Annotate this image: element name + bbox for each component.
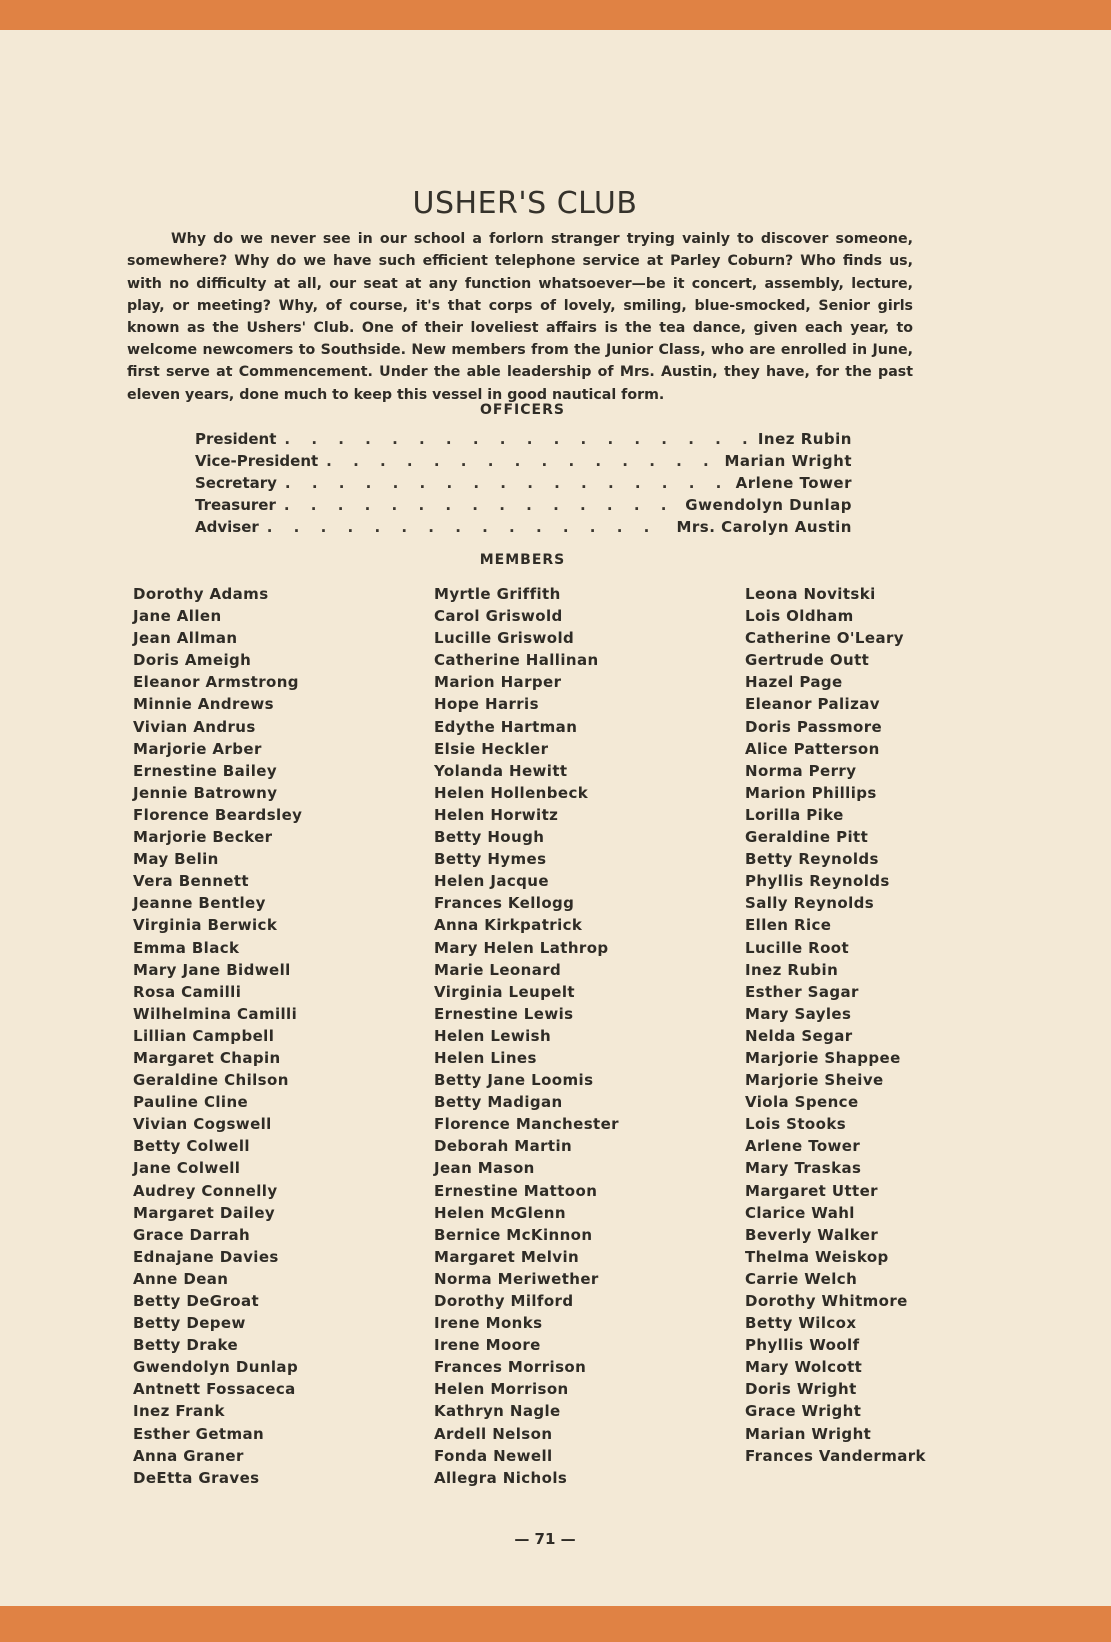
- member-name: Grace Darrah: [133, 1225, 251, 1244]
- member-name: Lorilla Pike: [745, 805, 844, 824]
- member-name: Ernestine Lewis: [434, 1004, 574, 1023]
- member-name: Thelma Weiskop: [745, 1247, 889, 1266]
- member-name: Esther Getman: [133, 1424, 265, 1443]
- member-name: Margaret Chapin: [133, 1048, 281, 1067]
- member-name: Helen Jacque: [434, 872, 549, 891]
- member-name: Helen Hollenbeck: [434, 783, 589, 802]
- intro-paragraph: Why do we never see in our school a forlorn stranger trying vainly to discover someone, somewhere? Why do we have such efficient telephone service at Parley Coburn? Who finds us, with no difficulty at all, our seat at any function whatsoever—be it concert, assembly, lecture, play, or meeting? Why, of course, it's that corps of lovely, smiling, blue-smocked, Senior girls known as the Ushers' Club. One of their loveliest affairs is the tea dance, given each year, to welcome newcomers to Southside. New members from the Junior Class, who are enrolled in June, first serve at Commencement. Under the able leadership of Mrs. Austin, they have, for the past eleven years, done much to keep this vessel in good nautical form.: [127, 231, 913, 403]
- members-column-2: [434, 583, 745, 1489]
- member-name: Marjorie Becker: [133, 828, 273, 847]
- members-heading: MEMBERS: [479, 552, 566, 568]
- member-name: Audrey Connelly: [133, 1181, 278, 1200]
- member-name: Carol Griswold: [434, 607, 563, 626]
- officer-row: [195, 474, 852, 496]
- officers-list: [195, 430, 852, 540]
- top-color-band: [0, 0, 1111, 30]
- member-name: Vera Bennett: [133, 872, 249, 891]
- officer-role: Vice-President: [195, 452, 319, 470]
- member-name: Mary Traskas: [745, 1159, 862, 1178]
- member-name: Helen Morrison: [434, 1380, 569, 1399]
- bottom-color-band: [0, 1606, 1111, 1642]
- member-name: Myrtle Griffith: [434, 585, 561, 603]
- member-name: Florence Beardsley: [133, 805, 303, 824]
- member-name: Dorothy Milford: [434, 1292, 574, 1310]
- page-number: — 71 —: [514, 1530, 576, 1548]
- officer-row: [195, 496, 852, 518]
- member-name: Irene Moore: [434, 1336, 541, 1355]
- member-name: Margaret Utter: [745, 1181, 878, 1200]
- member-name: Irene Monks: [434, 1314, 543, 1333]
- members-column-3: [745, 583, 945, 1489]
- member-name: Hazel Page: [745, 673, 843, 692]
- member-name: Eleanor Armstrong: [133, 673, 299, 692]
- member-name: Ardell Nelson: [434, 1424, 553, 1443]
- officer-name: Gwendolyn Dunlap: [685, 496, 852, 514]
- member-name: Betty Depew: [133, 1314, 246, 1333]
- member-name: Catherine Hallinan: [434, 651, 599, 670]
- member-name: Marion Phillips: [745, 783, 877, 802]
- member-name: Anna Kirkpatrick: [434, 916, 583, 935]
- member-name: Grace Wright: [745, 1402, 862, 1421]
- member-name: Mary Jane Bidwell: [133, 960, 291, 979]
- member-name: Jennie Batrowny: [133, 783, 278, 802]
- member-name: Helen McGlenn: [434, 1203, 566, 1222]
- member-name: Jane Allen: [133, 607, 222, 626]
- member-name: Helen Lines: [434, 1048, 537, 1067]
- member-name: Yolanda Hewitt: [434, 761, 568, 780]
- dot-leader: [267, 518, 669, 536]
- member-name: DeEtta Graves: [133, 1468, 260, 1487]
- member-name: Arlene Tower: [745, 1137, 861, 1156]
- member-name: Pauline Cline: [133, 1093, 249, 1112]
- member-name: Betty DeGroat: [133, 1292, 260, 1310]
- officer-role: Treasurer: [195, 496, 276, 514]
- officer-role: Adviser: [195, 518, 259, 536]
- officer-role: Secretary: [195, 474, 277, 492]
- member-name: Inez Rubin: [745, 960, 839, 979]
- member-name: Edythe Hartman: [434, 717, 578, 736]
- member-name: Deborah Martin: [434, 1137, 573, 1156]
- member-name: Jean Allman: [133, 629, 238, 648]
- member-name: Jane Colwell: [133, 1159, 241, 1178]
- member-name: Ellen Rice: [745, 916, 832, 935]
- member-name: Jean Mason: [434, 1159, 535, 1178]
- member-name: Gwendolyn Dunlap: [133, 1358, 299, 1377]
- member-name: Betty Hough: [434, 828, 545, 847]
- dot-leader: [284, 430, 749, 448]
- member-name: May Belin: [133, 850, 219, 869]
- officer-name: Marian Wright: [724, 452, 852, 470]
- member-name: Lillian Campbell: [133, 1026, 275, 1045]
- member-name: Alice Patterson: [745, 739, 880, 758]
- officer-role: President: [195, 430, 277, 448]
- member-name: Marion Harper: [434, 673, 562, 692]
- member-name: Geraldine Pitt: [745, 828, 869, 847]
- member-name: Dorothy Adams: [133, 585, 269, 603]
- member-name: Lois Oldham: [745, 607, 854, 626]
- dot-leader: [326, 452, 716, 470]
- member-name: Frances Morrison: [434, 1358, 587, 1377]
- member-name: Dorothy Whitmore: [745, 1292, 908, 1310]
- member-name: Emma Black: [133, 938, 240, 957]
- member-name: Elsie Heckler: [434, 739, 549, 758]
- member-name: Lois Stooks: [745, 1115, 847, 1134]
- member-name: Inez Frank: [133, 1402, 225, 1421]
- member-name: Leona Novitski: [745, 585, 876, 603]
- member-name: Rosa Camilli: [133, 982, 242, 1001]
- members-columns: [133, 583, 945, 1489]
- member-name: Betty Colwell: [133, 1137, 250, 1156]
- member-name: Helen Horwitz: [434, 805, 559, 824]
- member-name: Marjorie Sheive: [745, 1071, 884, 1090]
- member-name: Jeanne Bentley: [133, 894, 266, 913]
- member-name: Norma Meriwether: [434, 1269, 599, 1288]
- member-name: Betty Drake: [133, 1336, 239, 1355]
- member-name: Minnie Andrews: [133, 695, 274, 714]
- member-name: Lucille Griswold: [434, 629, 575, 648]
- member-name: Ernestine Bailey: [133, 761, 277, 780]
- dot-leader: [285, 474, 728, 492]
- member-name: Betty Wilcox: [745, 1314, 857, 1333]
- member-name: Phyllis Woolf: [745, 1336, 860, 1355]
- member-name: Wilhelmina Camilli: [133, 1004, 298, 1023]
- member-name: Margaret Melvin: [434, 1247, 580, 1266]
- officer-name: Mrs. Carolyn Austin: [676, 518, 852, 536]
- member-name: Ernestine Mattoon: [434, 1181, 598, 1200]
- member-name: Antnett Fossaceca: [133, 1380, 296, 1399]
- member-name: Phyllis Reynolds: [745, 872, 890, 891]
- member-name: Frances Vandermark: [745, 1446, 926, 1465]
- member-name: Fonda Newell: [434, 1446, 553, 1465]
- dot-leader: [284, 496, 677, 514]
- member-name: Allegra Nichols: [434, 1468, 568, 1487]
- member-name: Mary Wolcott: [745, 1358, 863, 1377]
- member-name: Mary Sayles: [745, 1004, 852, 1023]
- member-name: Mary Helen Lathrop: [434, 938, 609, 957]
- member-name: Kathryn Nagle: [434, 1402, 561, 1421]
- member-name: Virginia Leupelt: [434, 982, 575, 1001]
- member-name: Viola Spence: [745, 1093, 859, 1112]
- officer-name: Inez Rubin: [757, 430, 852, 448]
- member-name: Betty Madigan: [434, 1093, 563, 1112]
- member-name: Geraldine Chilson: [133, 1071, 289, 1090]
- member-name: Helen Lewish: [434, 1026, 552, 1045]
- officer-name: Arlene Tower: [735, 474, 852, 492]
- member-name: Eleanor Palizav: [745, 695, 880, 714]
- member-name: Anne Dean: [133, 1269, 229, 1288]
- member-name: Doris Wright: [745, 1380, 857, 1399]
- member-name: Virginia Berwick: [133, 916, 278, 935]
- member-name: Ednajane Davies: [133, 1247, 279, 1266]
- member-name: Clarice Wahl: [745, 1203, 855, 1222]
- member-name: Marian Wright: [745, 1424, 872, 1443]
- member-name: Nelda Segar: [745, 1026, 853, 1045]
- officer-row: [195, 518, 852, 540]
- member-name: Frances Kellogg: [434, 894, 575, 913]
- member-name: Vivian Andrus: [133, 717, 256, 736]
- member-name: Betty Jane Loomis: [434, 1071, 594, 1090]
- member-name: Beverly Walker: [745, 1225, 879, 1244]
- officer-row: [195, 452, 852, 474]
- member-name: Margaret Dailey: [133, 1203, 276, 1222]
- officer-row: [195, 430, 852, 452]
- member-name: Gertrude Outt: [745, 651, 870, 670]
- member-name: Vivian Cogswell: [133, 1115, 272, 1134]
- member-name: Marjorie Arber: [133, 739, 262, 758]
- member-name: Florence Manchester: [434, 1115, 619, 1134]
- member-name: Doris Passmore: [745, 717, 883, 736]
- member-name: Carrie Welch: [745, 1269, 858, 1288]
- officers-heading: OFFICERS: [480, 402, 565, 418]
- member-name: Norma Perry: [745, 761, 857, 780]
- members-column-1: [133, 583, 434, 1489]
- member-name: Betty Hymes: [434, 850, 547, 869]
- member-name: Marie Leonard: [434, 960, 562, 979]
- member-name: Betty Reynolds: [745, 850, 879, 869]
- member-name: Esther Sagar: [745, 982, 859, 1001]
- member-name: Marjorie Shappee: [745, 1048, 901, 1067]
- member-name: Anna Graner: [133, 1446, 244, 1465]
- member-name: Sally Reynolds: [745, 894, 875, 913]
- member-name: Catherine O'Leary: [745, 629, 904, 648]
- member-name: Lucille Root: [745, 938, 850, 957]
- member-name: Doris Ameigh: [133, 651, 252, 670]
- page-title: USHER'S CLUB: [412, 186, 638, 222]
- member-name: Bernice McKinnon: [434, 1225, 593, 1244]
- member-name: Hope Harris: [434, 695, 539, 714]
